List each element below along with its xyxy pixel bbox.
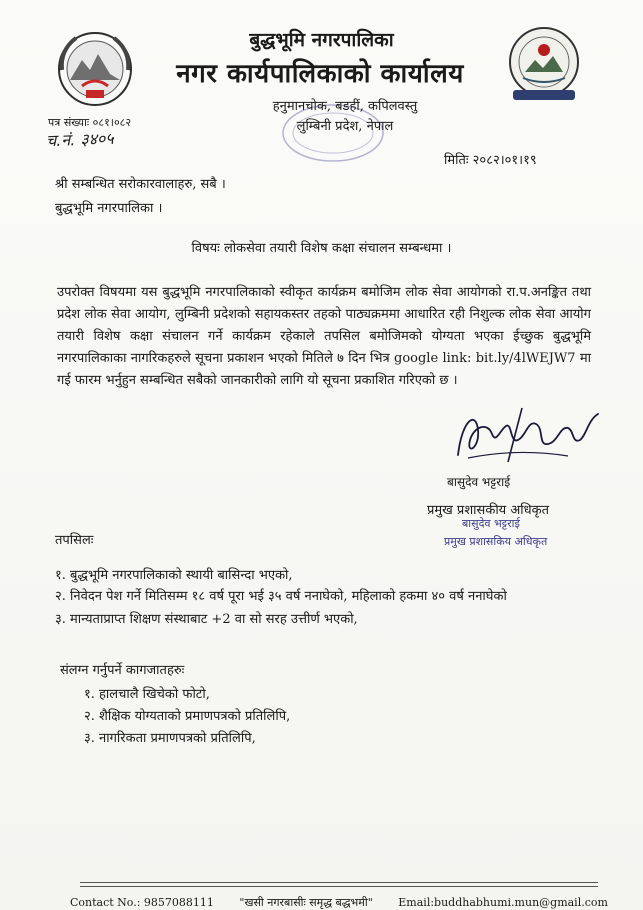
address-line-1: हनुमानचोक, बडहीं, कपिलवस्तु (272, 99, 418, 114)
signature (448, 400, 608, 470)
dispatch-number: च.नं. ३४०५ (45, 128, 114, 151)
recipient-line: श्री सम्बन्धित सरोकारवालाहरु, सबै । (55, 177, 226, 192)
footer-divider (80, 882, 598, 883)
detail-item: २. निवेदन पेश गर्ने मितिसम्म १८ वर्ष पूरा भई ३५ वर्ष ननाघेको, महिलाको हकमा ४० वर्ष ननाघेको (55, 589, 507, 604)
footer (70, 895, 608, 910)
stamp-title: प्रमुख प्रशासकिय अधिकृत (444, 535, 548, 548)
stamp-name: बासुदेव भट्टराई (462, 517, 520, 530)
address-line-2: लुम्बिनी प्रदेश, नेपाल (296, 119, 394, 134)
details-label: तपसिलः (55, 533, 94, 548)
detail-item: ३. मान्यताप्राप्त शिक्षण संस्थाबाट +2 वा सो सरह उत्तीर्ण भएको, (55, 612, 358, 627)
letter-date: मितिः २०८२।०१।१९ (444, 153, 537, 168)
subject-line: विषयः लोकसेवा तयारी विशेष कक्षा संचालन सम्बन्धमा । (191, 241, 452, 256)
footer-slogan: "खसी नगरबासीः समृद्ध बद्धभमी" (239, 896, 373, 909)
attachments-label: संलग्न गर्नुपर्ने कागजातहरुः (60, 663, 185, 678)
footer-contact: Contact No.: 9857088111 (70, 896, 214, 909)
reference-number: पत्र संख्याः ०८१।०८२ (48, 116, 132, 129)
signatory-title: प्रमुख प्रशासकीय अधिकृत (427, 503, 550, 518)
footer-email: Email:buddhabhumi.mun@gmail.com (398, 896, 608, 909)
recipient-line: बुद्धभूमि नगरपालिका । (55, 201, 163, 216)
body-paragraph: उपरोक्त विषयमा यस बुद्धभूमि नगरपालिकाको स्वीकृत कार्यक्रम बमोजिम लोक सेवा आयोगको रा.प.अनङ्कित तथा प्रदेश लोक सेवा आयोग, लुम्बिनी प्रदेशको सहायकस्तर तहको पाठ्यक्रममा आधारित रही निशुल्क लोक सेवा आयोग तयारी विशेष कक्षा संचालन गर्ने कार्यक्रम रहेकाले तपसिल बमोजिमको योग्यता भएका ईच्छुक बुद्धभूमि नगरपालिकाका नागरिकहरुले सूचना प्रकाशन भएको मितिले ७ दिन भित्र google link: bit.ly/4lWEJW7 मा गई फारम भर्नुहुन सम्बन्धित सबैको जानकारीको लागि यो सूचना प्रकाशित गरिएको छ । (57, 285, 591, 388)
office-name: नगर कार्यपालिकाको कार्यालय (176, 59, 464, 89)
footer-divider (80, 886, 598, 887)
org-name: बुद्धभूमि नगरपालिका (249, 29, 394, 51)
attachment-item: ३. नागरिकता प्रमाणपत्रको प्रतिलिपि, (84, 731, 256, 746)
attachment-item: २. शैक्षिक योग्यताको प्रमाणपत्रको प्रतिलिपि, (84, 709, 291, 724)
signatory-name: बासुदेव भट्टराई (447, 475, 511, 489)
detail-item: १. बुद्धभूमि नगरपालिकाको स्थायी बासिन्दा भएको, (55, 568, 293, 583)
attachment-item: १. हालचालै खिचेको फोटो, (84, 687, 210, 702)
